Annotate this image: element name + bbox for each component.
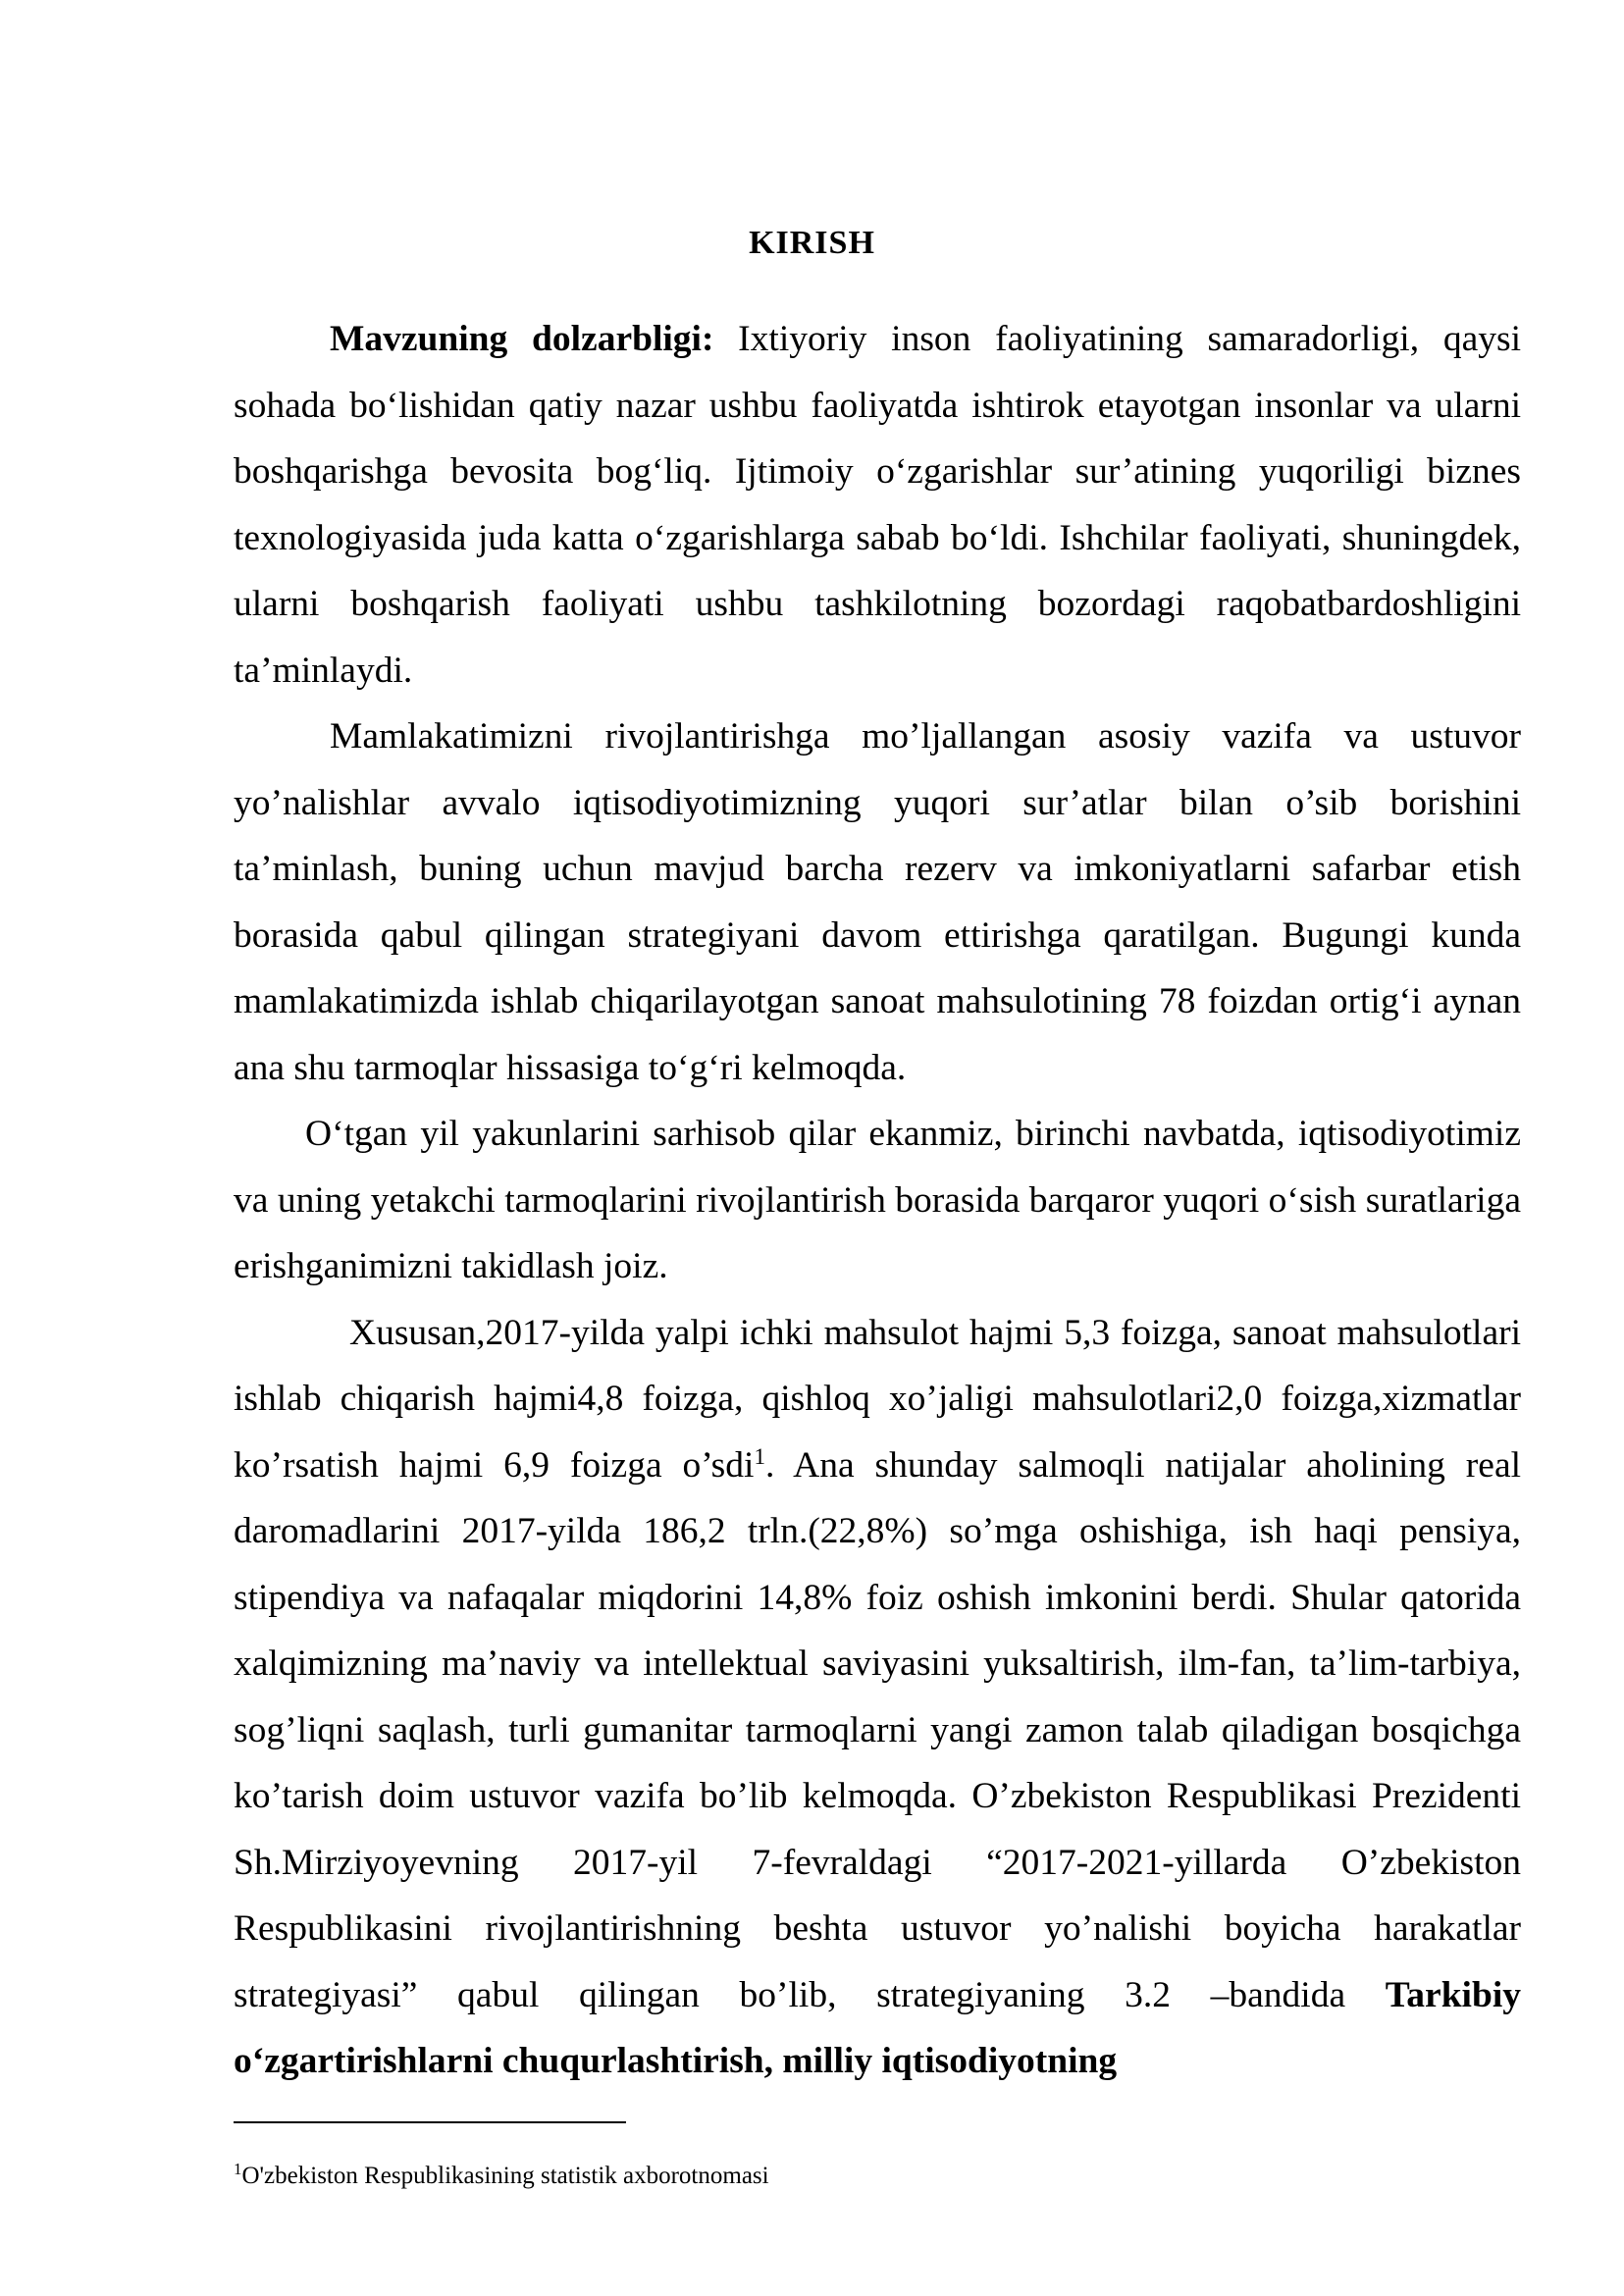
- relevance-label: Mavzuning dolzarbligi:: [330, 319, 714, 359]
- paragraph-statistics-text: Xususan,2017-yilda yalpi ichki mahsulot hajmi 5,3 foizga, sanoat mahsulotlari ishlab chiqarish hajmi4,8 foizga, qishloq xo’jaligi mahsulotlari2,0 foizga,xizmatlar ko’rsatish hajmi 6,9 foizga o’sdi: [234, 1312, 1521, 1486]
- footnote-text: O'zbekiston Respublikasining statistik axborotnomasi: [241, 2163, 769, 2189]
- footnote-separator: [234, 2121, 626, 2123]
- footnote-reference: 1: [754, 1443, 765, 1469]
- paragraph-statistics-continued: . Ana shunday salmoqli natijalar aholining real daromadlarini 2017-yilda 186,2 trln.(22,8%) so’mga oshishiga, ish haqi pensiya, stipendiya va nafaqalar miqdorini 14,8% foiz oshish imkonini berdi. Shular qatorida xalqimizning ma’naviy va intellektual saviyasini yuksaltirish, ilm-fan, ta’lim-tarbiya, sog’liqni saqlash, turli gumanitar tarmoqlarni yangi zamon talab qiladigan bosqichga ko’tarish doim ustuvor vazifa bo’lib kelmoqda. O’zbekiston Respublikasi Prezidenti Sh.Mirziyoyevning 2017-yil 7-fevraldagi “2017-2021-yillarda O’zbekiston Respublikasini rivojlantirishning beshta ustuvor yo’nalishi boyicha harakatlar strategiyasi” qabul qilingan bo’lib, strategiyaning 3.2 –bandida: [234, 1444, 1522, 2015]
- footnote: [234, 2162, 1509, 2191]
- paragraph-results-text: O‘tgan yil yakunlarini sarhisob qilar ekanmiz, birinchi navbatda, iqtisodiyotimiz va uning yetakchi tarmoqlarini rivojlantirish borasida barqaror yuqori o‘sish suratlariga erishganimizni takidlash joiz.: [234, 1114, 1521, 1286]
- strategy-heading-bold: Tarkibiy o‘zgartirishlarni chuqurlashtirish, milliy iqtisodiyotning: [234, 1974, 1521, 2081]
- paragraph-priorities-text: Mamlakatimizni rivojlantirishga mo’ljallangan asosiy vazifa va ustuvor yo’nalishlar avvalo iqtisodiyotimizning yuqori sur’atlar bilan o’sib borishini ta’minlash, buning uchun mavjud barcha rezerv va imkoniyatlarni safarbar etish borasida qabul qilingan strategiyani davom ettirishga qaratilgan. Bugungi kunda mamlakatimizda ishlab chiqarilayotgan sanoat mahsulotining 78 foizdan ortig‘i aynan ana shu tarmoqlar hissasiga to‘g‘ri kelmoqda.: [234, 716, 1521, 1088]
- section-title: KIRISH: [749, 225, 875, 261]
- paragraph-relevance-text: Ixtiyoriy inson faoliyatining samaradorligi, qaysi sohada bo‘lishidan qatiy nazar ushbu faoliyatda ishtirok etayotgan insonlar va ularni boshqarishga bevosita bog‘liq. Ijtimoiy o‘zgarishlar sur’atining yuqoriligi biznes texnologiyasida juda katta o‘zgarishlarga sabab bo‘ldi. Ishchilar faoliyati, shuningdek, ularni boshqarish faoliyati ushbu tashkilotning bozordagi raqobatbardoshligini ta’minlaydi.: [234, 319, 1521, 691]
- paragraph-relevance: [234, 306, 1521, 704]
- body-text: [234, 306, 1521, 2095]
- paragraph-results: [234, 1101, 1521, 1300]
- paragraph-statistics: [234, 1300, 1521, 2095]
- paragraph-priorities: [234, 704, 1521, 1101]
- footnote-number: 1: [234, 2160, 242, 2178]
